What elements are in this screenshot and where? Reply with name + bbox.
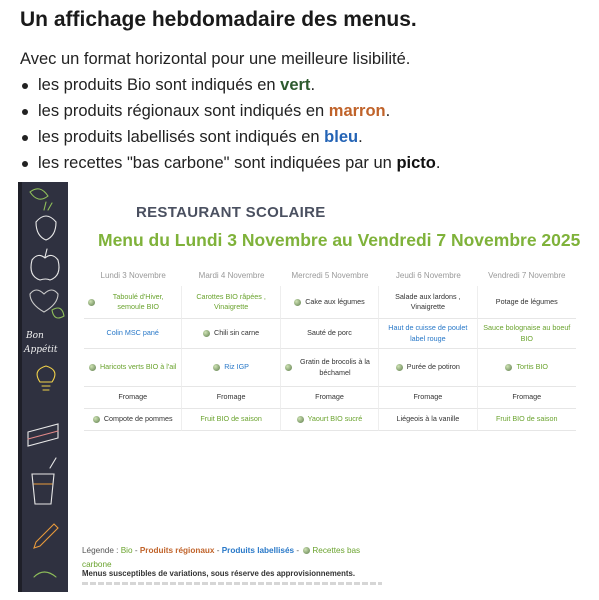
low-carbon-picto-icon — [93, 416, 100, 423]
dish-name: Haut de cuisse de poulet label rouge — [388, 323, 468, 343]
bullet-item-regional — [20, 98, 440, 124]
menu-cell — [379, 286, 477, 319]
dish-name: Fromage — [216, 392, 246, 402]
menu-cell — [379, 409, 477, 431]
bullet-item-labellise — [20, 124, 440, 150]
legend-bio: Bio — [120, 546, 133, 555]
menu-cell-content — [482, 323, 572, 344]
low-carbon-picto-icon — [89, 364, 96, 371]
intro-text: Avec un format horizontal pour une meilleure lisibilité. — [20, 50, 411, 68]
menu-cell-content — [213, 362, 249, 372]
bon-appetit-handwriting: Bon — [26, 331, 44, 341]
dish-name: Purée de potiron — [406, 362, 460, 372]
bullet-suffix: . — [358, 128, 363, 146]
restaurant-title: RESTAURANT SCOLAIRE — [136, 204, 326, 221]
chalk-doodles-illustration — [22, 182, 68, 592]
turnip-doodle — [36, 216, 56, 240]
bullet-list — [20, 72, 440, 176]
menu-cell — [182, 387, 280, 409]
menu-cell-content — [413, 392, 442, 402]
menu-week-title: Menu du Lundi 3 Novembre au Vendredi 7 Novembre 2025 — [98, 230, 581, 250]
menu-poster — [70, 182, 585, 592]
menu-cell — [379, 319, 477, 349]
bullet-keyword-green: vert — [280, 76, 311, 94]
menu-cell-content — [217, 392, 246, 402]
legend-label: Légende : — [82, 546, 121, 555]
lightbulb-doodle — [37, 366, 55, 390]
dish-name: Fromage — [512, 392, 542, 402]
menu-cell-content — [89, 362, 176, 372]
menu-cell — [182, 319, 280, 349]
low-carbon-picto-icon — [88, 299, 95, 306]
menu-cell — [281, 319, 379, 349]
day-header: Mardi 4 Novembre — [198, 271, 265, 280]
dish-name: Riz IGP — [224, 362, 249, 372]
dish-name: Compote de pommes — [103, 414, 173, 424]
apple-doodle — [31, 255, 59, 280]
carrot-doodle — [34, 524, 58, 548]
availability-note: Menus susceptibles de variations, sous réserve des approvisionnements. — [82, 569, 355, 578]
menu-cell-content — [203, 328, 259, 338]
dish-name: Fromage — [118, 392, 148, 402]
menu-cell-content — [397, 414, 460, 424]
day-header: Lundi 3 Novembre — [100, 271, 166, 280]
menu-cell-content — [396, 362, 460, 372]
menu-cell-content — [107, 328, 159, 338]
menu-cell — [478, 349, 576, 387]
menu-cell — [84, 286, 182, 319]
menu-cell-content — [186, 292, 275, 313]
menu-cell — [478, 319, 576, 349]
menu-cell — [84, 387, 182, 409]
bullet-keyword-blue: bleu — [324, 128, 359, 146]
legend-separator: - — [294, 546, 302, 555]
menu-cell-content — [512, 392, 541, 402]
low-carbon-picto-icon — [203, 330, 210, 337]
menu-cell-content — [496, 414, 558, 424]
page-title: Un affichage hebdomadaire des menus. — [20, 8, 417, 31]
day-header: Jeudi 6 Novembre — [395, 271, 461, 280]
bullet-suffix: . — [310, 76, 316, 94]
low-carbon-picto-icon — [303, 547, 310, 554]
bullet-item-bio — [20, 72, 440, 98]
low-carbon-picto-icon — [396, 364, 403, 371]
dish-name: Yaourt BIO sucré — [307, 414, 363, 424]
menu-cell — [478, 286, 576, 319]
dish-name: Gratin de brocolis à la béchamel — [300, 357, 370, 377]
chalkboard-strip — [18, 182, 68, 592]
dish-name: Sauté de porc — [307, 328, 352, 338]
legend-labellise: Produits labellisés — [221, 546, 295, 555]
dish-name: Fruit BIO de saison — [200, 414, 262, 424]
dish-name: Fromage — [413, 392, 443, 402]
dish-name: Tortis BIO — [516, 362, 549, 372]
dish-name: Cake aux légumes — [305, 296, 365, 306]
bullet-suffix: . — [435, 154, 441, 172]
menu-cell — [84, 409, 182, 431]
menu-cell-content — [200, 414, 262, 424]
menu-cell — [84, 349, 182, 387]
menu-cell — [281, 409, 379, 431]
menu-cell-content — [118, 392, 147, 402]
menu-cell-content — [88, 292, 177, 313]
legend-regional: Produits régionaux — [139, 546, 215, 555]
menu-cell — [182, 349, 280, 387]
bullet-text: les recettes "bas carbone" sont indiquées par un — [38, 154, 397, 172]
legend-separator: - — [132, 546, 140, 555]
dish-name: Chili sin carne — [214, 328, 260, 338]
menu-cell-content — [93, 414, 173, 424]
leaf-doodle — [30, 189, 48, 199]
dish-name: Fruit BIO de saison — [495, 414, 558, 424]
menu-cell — [478, 387, 576, 409]
menu-cell-content — [383, 292, 472, 313]
svg-text:Appétit: Appétit — [24, 345, 58, 355]
dish-name: Carottes BIO râpées , Vinaigrette — [196, 291, 266, 311]
bullet-text: les produits régionaux sont indiqués en — [38, 102, 329, 120]
low-carbon-picto-icon — [285, 364, 292, 371]
legend — [82, 544, 382, 572]
menu-cell — [478, 409, 576, 431]
menu-cell — [281, 286, 379, 319]
dish-name: Colin MSC pané — [106, 328, 159, 338]
dish-name: Fromage — [315, 392, 344, 402]
fine-print-decoration — [82, 582, 382, 585]
low-carbon-picto-icon — [213, 364, 220, 371]
day-header: Vendredi 7 Novembre — [488, 271, 566, 280]
menu-cell-content — [383, 323, 472, 344]
bullet-text: les produits Bio sont indiqués en — [38, 76, 281, 94]
menu-cell-content — [307, 328, 352, 338]
bullet-text: les produits labellisés sont indiqués en — [38, 128, 325, 146]
dish-name: Salade aux lardons , Vinaigrette — [395, 291, 461, 311]
menu-cell — [379, 387, 477, 409]
low-carbon-picto-icon — [294, 299, 301, 306]
bullet-keyword-picto: picto — [396, 154, 436, 172]
menu-cell-content — [315, 392, 344, 402]
menu-cell-content — [285, 357, 374, 378]
glass-doodle — [32, 474, 54, 504]
menu-cell — [182, 409, 280, 431]
menu-cell — [379, 349, 477, 387]
day-header: Mercredi 5 Novembre — [291, 271, 369, 280]
dish-name: Taboulé d'Hiver, semoule BIO — [112, 291, 164, 311]
menu-cell — [182, 286, 280, 319]
dish-name: Haricots verts BIO à l'ail — [99, 362, 177, 372]
legend-separator: - — [214, 546, 222, 555]
dish-name: Liégeois à la vanille — [396, 414, 460, 424]
low-carbon-picto-icon — [297, 416, 304, 423]
bullet-item-picto — [20, 150, 440, 176]
bullet-suffix: . — [385, 102, 391, 120]
menu-cell-content — [505, 362, 548, 372]
legend-low-carbon: Recettes bas carbone — [82, 546, 361, 569]
menu-cell-content — [496, 297, 558, 307]
menu-cell — [84, 319, 182, 349]
menu-cell — [281, 349, 379, 387]
menu-cell — [281, 387, 379, 409]
dish-name: Potage de légumes — [495, 296, 558, 306]
menu-table — [84, 266, 576, 431]
low-carbon-picto-icon — [505, 364, 512, 371]
menu-cell-content — [294, 297, 365, 307]
menu-cell-content — [297, 414, 363, 424]
dish-name: Sauce bolognaise au boeuf BIO — [483, 323, 571, 343]
bullet-keyword-brown: marron — [328, 102, 386, 120]
